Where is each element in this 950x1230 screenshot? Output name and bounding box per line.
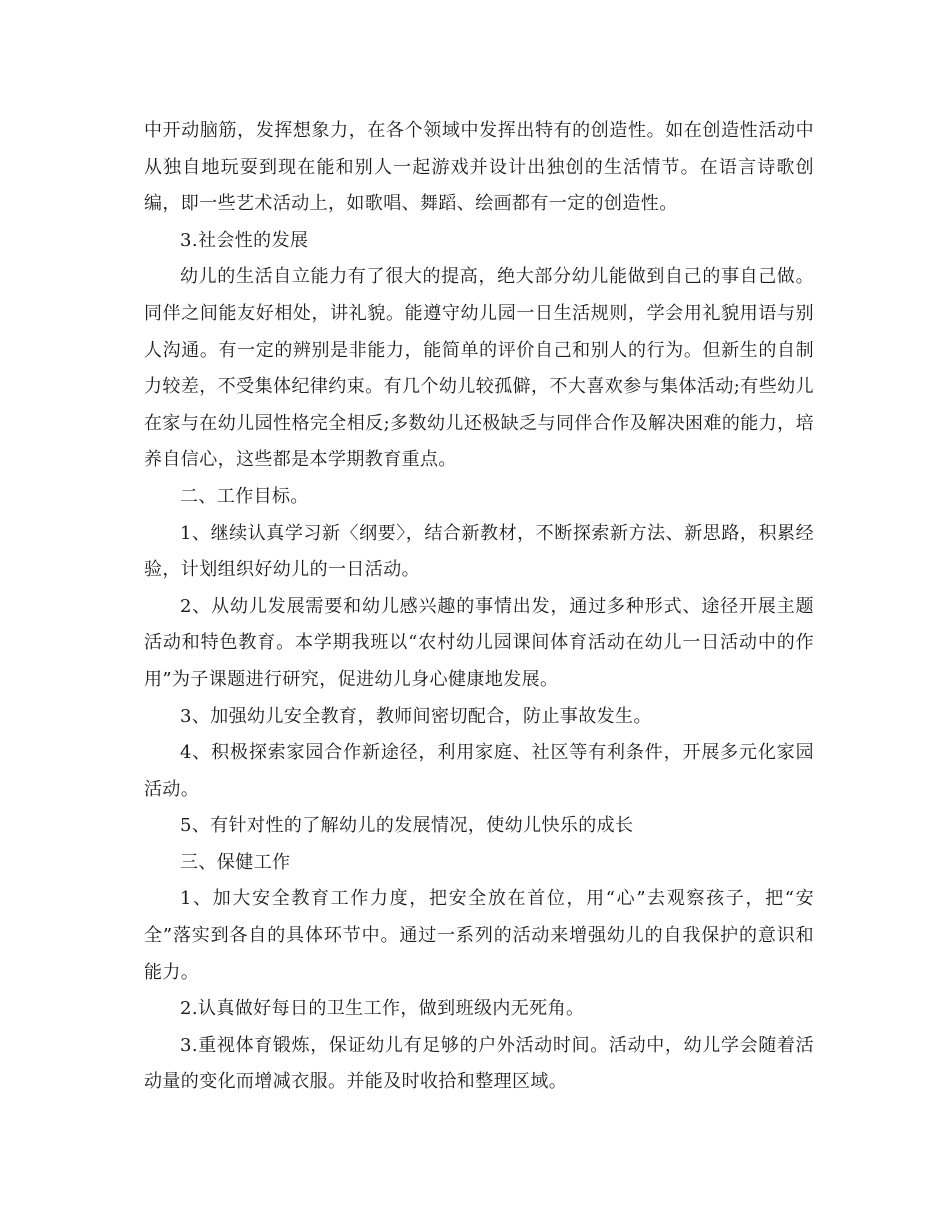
goal-item-2: 2、从幼儿发展需要和幼儿感兴趣的事情出发，通过多种形式、途径开展主题活动和特色教育。本学期我班以“农村幼儿园课间体育活动在幼儿一日活动中的作用”为子课题进行研究，促进幼儿身心健康地发展。 — [144, 595, 814, 690]
goal-item-5: 5、有针对性的了解幼儿的发展情况，使幼儿快乐的成长 — [180, 815, 634, 837]
health-item-3: 3.重视体育锻炼，保证幼儿有足够的户外活动时间。活动中，幼儿学会随着活动量的变化而增减衣服。并能及时收拾和整理区域。 — [144, 1034, 814, 1093]
heading-health-care: 三、保健工作 — [180, 851, 291, 873]
health-item-2: 2.认真做好每日的卫生工作，做到班级内无死角。 — [180, 998, 585, 1020]
goal-item-3: 3、加强幼儿安全教育，教师间密切配合，防止事故发生。 — [180, 705, 652, 727]
heading-work-goals: 二、工作目标。 — [180, 485, 309, 507]
document-body — [144, 113, 814, 1101]
goal-item-4: 4、积极探索家园合作新途径，利用家庭、社区等有利条件，开展多元化家园活动。 — [144, 742, 814, 800]
heading-social-development: 3.社会性的发展 — [180, 229, 309, 251]
paragraph-continuation: 中开动脑筋，发挥想象力，在各个领域中发挥出特有的创造性。如在创造性活动中从独自地玩耍到现在能和别人一起游戏并设计出独创的生活情节。在语言诗歌创编，即一些艺术活动上，如歌唱、舞蹈、绘画都有一定的创造性。 — [144, 120, 814, 215]
health-item-1: 1、加大安全教育工作力度，把安全放在首位，用“心”去观察孩子，把“安全”落实到各自的具体环节中。通过一系列的活动来增强幼儿的自我保护的意识和能力。 — [144, 888, 814, 983]
goal-item-1: 1、继续认真学习新〈纲要〉，结合新教材，不断探索新方法、新思路，积累经验，计划组织好幼儿的一日活动。 — [144, 522, 814, 581]
paragraph-social-development: 幼儿的生活自立能力有了很大的提高，绝大部分幼儿能做到自己的事自己做。同伴之间能友好相处，讲礼貌。能遵守幼儿园一日生活规则，学会用礼貌用语与别人沟通。有一定的辨别是非能力，能简单的评价自己和别人的行为。但新生的自制力较差，不受集体纪律约束。有几个幼儿较孤僻，不大喜欢参与集体活动;有些幼儿在家与在幼儿园性格完全相反;多数幼儿还极缺乏与同伴合作及解决困难的能力，培养自信心，这些都是本学期教育重点。 — [144, 266, 814, 471]
